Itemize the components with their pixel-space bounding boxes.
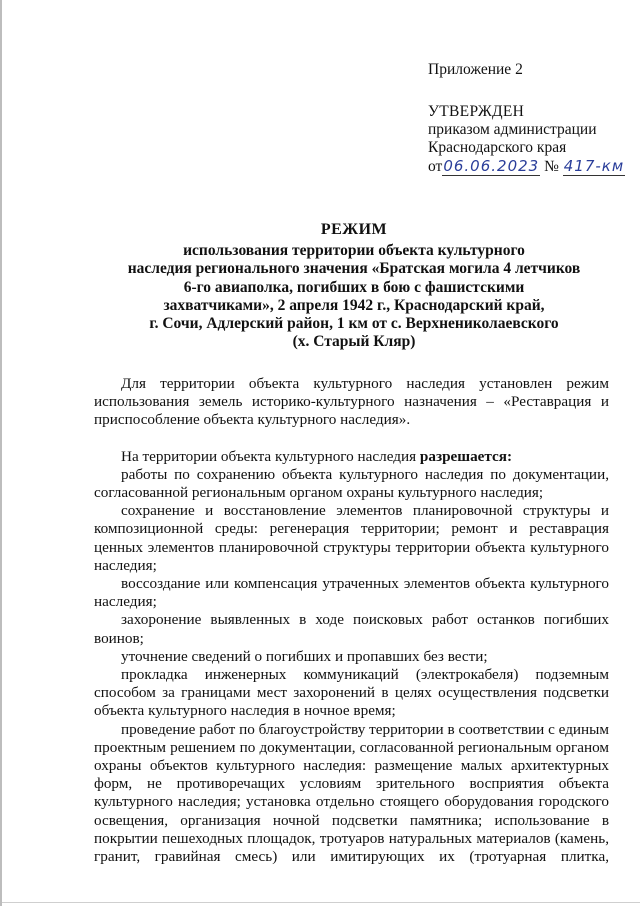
title-line: г. Сочи, Адлерский район, 1 км от с. Верхнениколаевского: [149, 315, 559, 333]
title-line: (х. Старый Кляр): [292, 333, 416, 351]
title-line: наследия регионального значения «Братская могила 4 летчиков: [127, 260, 581, 278]
order-line-1: приказом администрации: [428, 121, 597, 138]
allowed-item: работы по сохранению объекта культурного наследия по документации, согласованной региональным органом охраны культурного наследия;: [94, 465, 609, 502]
allowed-heading: [94, 448, 609, 466]
page-bottom-edge: [2, 902, 640, 903]
allowed-item: воссоздание или компенсация утраченных элементов объекта культурного наследия;: [94, 575, 609, 611]
page-edge: [0, 0, 2, 906]
allowed-item: захоронение выявленных в ходе поисковых работ останков погибших воинов;: [94, 611, 609, 647]
title-line: захватчиками», 2 апреля 1942 г., Краснодарский край,: [163, 296, 545, 314]
approved-label: УТВЕРЖДЕН: [428, 103, 525, 120]
allowed-item: прокладка инженерных коммуникаций (электрокабеля) подземным способом за границами мест захоронений в целях осуществления подсветки объекта культурного наследия в ночное время;: [94, 666, 609, 720]
order-date-number: [428, 157, 633, 176]
title-line: 6-го авиаполка, погибших в бою с фашистскими: [183, 278, 525, 296]
from-prefix: от: [428, 158, 443, 175]
title-line: использования территории объекта культурного: [183, 242, 525, 260]
handwritten-number: 417-км: [563, 157, 625, 175]
appendix-label: Приложение 2: [428, 61, 523, 78]
allowed-item: сохранение и восстановление элементов планировочной структуры и композиционной среды: регенерация территории; ремонт и реставрация ценных элементов планировочной структуры территории объекта культурного наследия;: [94, 502, 609, 574]
number-sign: №: [544, 158, 559, 175]
allowed-bold: разрешается:: [419, 447, 513, 465]
document-title: [94, 221, 614, 351]
approval-header: [428, 61, 633, 176]
allowed-item: уточнение сведений о погибших и пропавших без вести;: [121, 647, 488, 665]
title-main: РЕЖИМ: [320, 221, 388, 238]
allowed-item: проведение работ по благоустройству территории в соответствии с единым проектным решением по документации, согласованной региональным органом охраны объектов культурного наследия: размещение малых архитектурных форм, не противоречащих условиям зрительного восприятия объекта культурного наследия; установка отдельно стоящего оборудования городского освещения, организация ночной подсветки памятника; использование в покрытии пешеходных площадок, тротуаров натуральных материалов (камень, гранит, гравийная смесь) или имитирующих их (тротуарная плитка,: [94, 720, 609, 866]
document-body: [94, 375, 609, 866]
allowed-prefix: На территории объекта культурного наследия: [121, 447, 420, 465]
order-line-2: Краснодарского края: [428, 139, 567, 156]
intro-paragraph: Для территории объекта культурного наследия установлен режим использования земель историко-культурного назначения – «Реставрация и приспособление объекта культурного наследия».: [94, 375, 609, 429]
handwritten-date: 06.06.2023: [443, 157, 540, 175]
